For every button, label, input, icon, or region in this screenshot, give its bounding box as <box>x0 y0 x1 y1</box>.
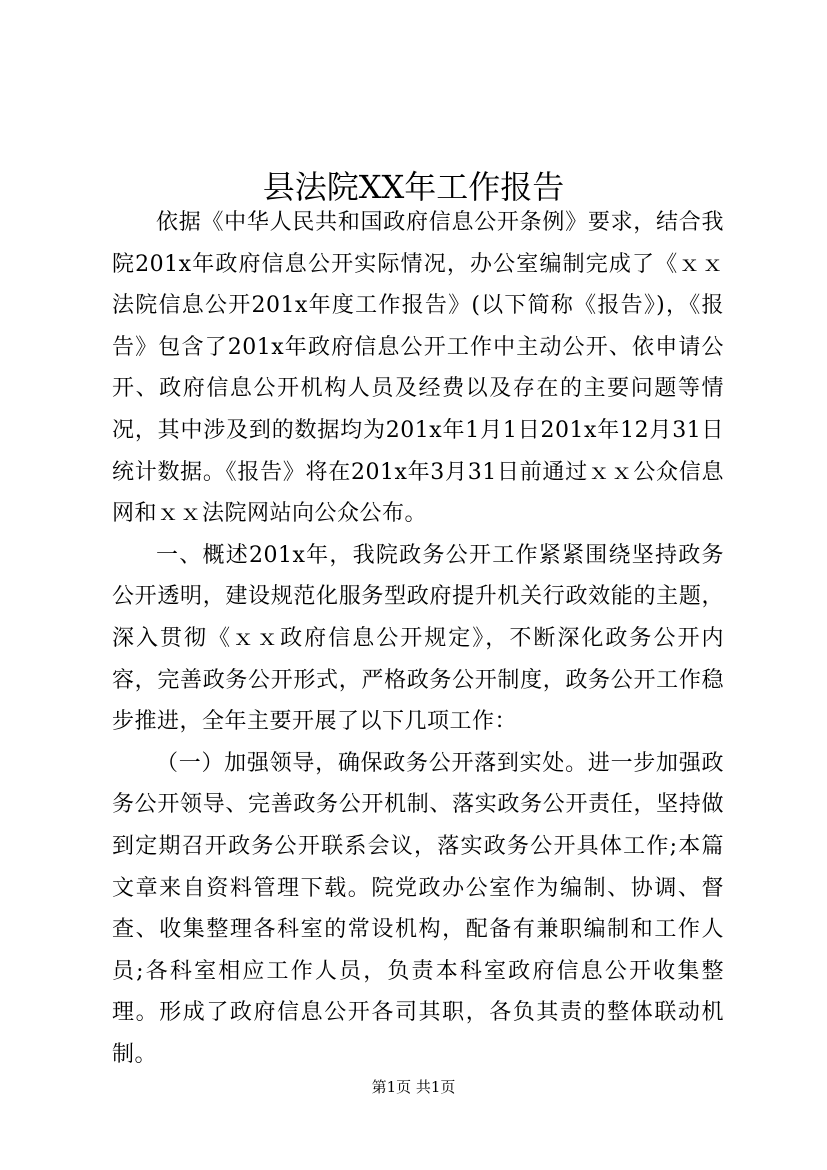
document-body <box>112 202 724 1075</box>
document-title: 县法院XX年工作报告 <box>262 168 565 207</box>
paragraph-overview: 一、概述201x年，我院政务公开工作紧紧围绕坚持政务公开透明，建设规范化服务型政府提升机关行政效能的主题，深入贯彻《ｘｘ政府信息公开规定》，不断深化政务公开内容，完善政务公开形式，严格政务公开制度，政务公开工作稳步推进，全年主要开展了以下几项工作： <box>112 542 724 735</box>
paragraph-intro: 依据《中华人民共和国政府信息公开条例》要求，结合我院201x年政府信息公开实际情况，办公室编制完成了《ｘｘ法院信息公开201x年度工作报告》(以下简称《报告》)，《报告》包含了201x年政府信息公开工作中主动公开、依申请公开、政府信息公开机构人员及经费以及存在的主要问题等情况，其中涉及到的数据均为201x年1月1日201x年12月31日统计数据。《报告》将在201x年3月31日前通过ｘｘ公众信息网和ｘｘ法院网站向公众公布。 <box>112 210 724 527</box>
page-footer: 第1页 共1页 <box>371 1078 456 1096</box>
paragraph-leadership: （一）加强领导，确保政务公开落到实处。进一步加强政务公开领导、完善政务公开机制、落实政务公开责任，坚持做到定期召开政务公开联系会议，落实政务公开具体工作;本篇文章来自资料管理下载。院党政办公室作为编制、协调、督查、收集整理各科室的常设机构，配备有兼职编制和工作人员;各科室相应工作人员，负责本科室政府信息公开收集整理。形成了政府信息公开各司其职，各负其责的整体联动机制。 <box>112 750 724 1067</box>
